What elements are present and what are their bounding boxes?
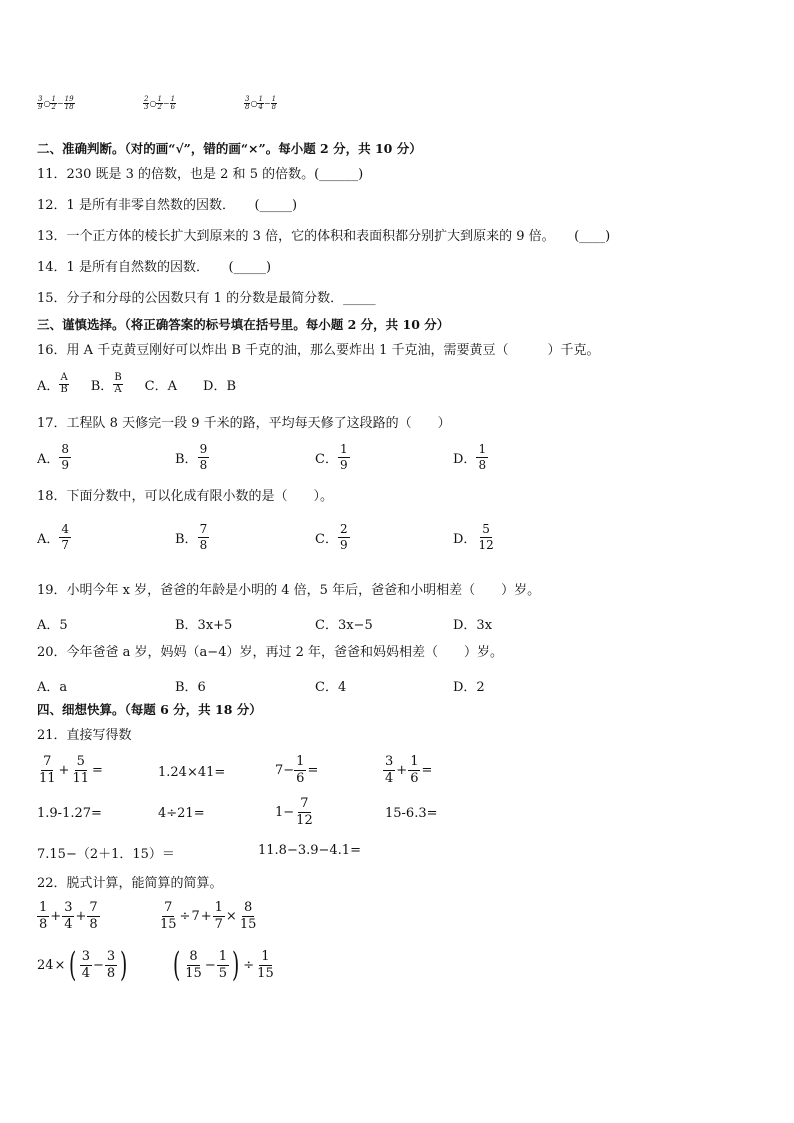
denominator: 8: [89, 916, 98, 932]
question-18-option-a[interactable]: [37, 523, 71, 551]
fraction: [294, 755, 306, 785]
calc-lead: 1−: [275, 804, 295, 820]
denominator: 8: [199, 457, 208, 472]
denominator: 8: [478, 457, 487, 472]
calc-4[interactable]: [383, 755, 433, 785]
fraction: [408, 755, 420, 785]
denominator: 8: [199, 537, 208, 552]
numerator: 3: [245, 95, 250, 103]
fraction: [238, 901, 259, 931]
fraction: [338, 523, 350, 551]
denominator: 4: [64, 916, 73, 932]
fraction: [255, 950, 276, 980]
denominator: 2: [157, 103, 162, 112]
denominator: 4: [258, 103, 263, 112]
question-12[interactable]: 12．1 是所有非零自然数的因数． (_____): [37, 198, 298, 213]
option-label: D．: [453, 451, 477, 467]
plus-sign: +: [50, 908, 62, 924]
plus-sign: +: [58, 762, 70, 778]
numerator: 1: [157, 95, 162, 103]
question-15[interactable]: 15．分子和分母的公因数只有 1 的分数是最简分数．_____: [37, 291, 376, 306]
calc-3[interactable]: [275, 755, 319, 785]
denominator: B: [60, 383, 68, 395]
question-18-stem: 18．下面分数中，可以化成有限小数的是（ ）。: [37, 489, 334, 504]
denominator: 11: [72, 770, 89, 786]
denominator: 8: [271, 103, 277, 112]
fraction: [198, 523, 210, 551]
compare-1: [37, 96, 75, 112]
option-a-label[interactable]: A．: [37, 378, 60, 394]
minus-sign: −: [93, 957, 104, 973]
question-18-option-d[interactable]: [453, 523, 496, 551]
question-17-option-d[interactable]: [453, 443, 488, 471]
fraction: [217, 950, 229, 980]
denominator: A: [114, 383, 122, 395]
question-14[interactable]: 14．1 是所有自然数的因数． (_____): [37, 260, 272, 275]
divide-sign: ÷: [243, 957, 255, 973]
calc-9[interactable]: 7.15−（2＋1．15）＝: [37, 847, 175, 862]
numerator: 1: [170, 95, 176, 103]
fraction: [170, 96, 176, 112]
calc-lead: 7−: [275, 762, 295, 778]
plus-sign: +: [396, 762, 408, 778]
numerator: 1: [51, 95, 56, 103]
numerator: 1: [214, 900, 223, 915]
numerator: 1: [218, 948, 227, 964]
numerator: 7: [300, 796, 309, 811]
right-paren-icon: ): [120, 945, 128, 985]
option-d[interactable]: D．B: [203, 378, 236, 394]
denominator: 4: [385, 770, 394, 786]
denominator: 15: [239, 916, 257, 932]
denominator: 2: [51, 103, 56, 112]
fraction: [37, 755, 58, 785]
minus-sign: −: [56, 99, 64, 109]
fraction: [294, 797, 315, 827]
question-19-option-d[interactable]: D．3x: [453, 618, 493, 633]
denominator: 15: [185, 965, 202, 981]
numerator: 4: [61, 522, 70, 536]
option-label: B．: [175, 531, 198, 547]
integer: 24: [37, 957, 54, 973]
question-11[interactable]: 11．230 既是 3 的倍数，也是 2 和 5 的倍数。(______): [37, 167, 364, 182]
denominator: 9: [38, 103, 43, 112]
question-16-stem: 16．用 A 千克黄豆刚好可以炸出 B 千克的油，那么要炸出 1 千克油，需要黄豆（ ）千克。: [37, 343, 600, 358]
question-20-option-c[interactable]: C．4: [315, 680, 347, 695]
compare-3: [244, 96, 277, 112]
numerator: 19: [64, 95, 74, 103]
numerator: 3: [64, 900, 73, 915]
fraction: [37, 901, 49, 931]
fraction: [476, 523, 495, 551]
left-paren-icon: (: [69, 945, 77, 985]
denominator: 9: [339, 537, 348, 552]
fraction: [271, 96, 277, 112]
question-19-option-c[interactable]: C．3x−5: [315, 618, 373, 633]
calc-6[interactable]: 4÷21=: [158, 806, 205, 821]
fraction: [383, 755, 395, 785]
question-21-stem: 21．直接写得数: [37, 728, 132, 743]
left-paren-icon: (: [172, 945, 181, 985]
question-17-option-c[interactable]: [315, 443, 350, 471]
denominator: 9: [61, 457, 70, 472]
times-sign: ×: [54, 957, 66, 973]
expression-1[interactable]: [37, 901, 100, 931]
numerator: 1: [410, 754, 419, 769]
numerator: 3: [385, 754, 394, 769]
option-label: B．: [175, 451, 198, 467]
plus-sign: +: [75, 908, 87, 924]
denominator: 8: [245, 103, 250, 112]
fraction: [59, 523, 71, 551]
expression-4[interactable]: [170, 945, 276, 985]
numerator: 3: [81, 948, 90, 964]
fraction: [80, 950, 92, 980]
question-18-option-c[interactable]: [315, 523, 350, 551]
option-label: A．: [37, 451, 60, 467]
fraction: [158, 901, 179, 931]
question-18-option-b[interactable]: [175, 523, 209, 551]
numerator: 7: [199, 522, 208, 536]
numerator: 1: [339, 442, 348, 456]
fraction: [198, 443, 210, 471]
numerator: B: [114, 372, 122, 383]
calc-5[interactable]: 1.9-1.27=: [37, 806, 102, 821]
denominator: 18: [64, 103, 74, 112]
numerator: 5: [76, 754, 85, 769]
question-19-option-b[interactable]: B．3x+5: [175, 618, 233, 633]
fraction: [70, 755, 91, 785]
fraction: [183, 950, 204, 980]
numerator: 8: [189, 948, 198, 964]
section-2-title: 二、准确判断。（对的画“√”，错的画“×”。每小题 2 分，共 10 分）: [37, 141, 422, 156]
option-label: D．: [453, 531, 477, 547]
numerator: 2: [339, 522, 348, 536]
denominator: 12: [478, 537, 494, 552]
option-b-label[interactable]: B．: [90, 378, 114, 394]
fraction: [338, 443, 350, 471]
option-label: C．: [315, 451, 338, 467]
question-20-stem: 20．今年爸爸 a 岁，妈妈（a−4）岁，再过 2 年，爸爸和妈妈相差（ ）岁。: [37, 645, 504, 660]
denominator: 11: [39, 770, 56, 786]
denominator: 9: [339, 457, 348, 472]
denominator: 3: [144, 103, 149, 112]
option-label: A．: [37, 531, 60, 547]
minus-sign: −: [204, 957, 216, 973]
expression-2[interactable]: [158, 901, 258, 931]
numerator: 7: [43, 754, 52, 769]
numerator: A: [60, 372, 68, 383]
question-19-option-a[interactable]: A．5: [37, 618, 68, 633]
fraction: [87, 901, 99, 931]
numerator: 9: [199, 442, 208, 456]
expression-3[interactable]: [37, 945, 130, 985]
section-3-title: 三、谨慎选择。（将正确答案的标号填在括号里。每小题 2 分，共 10 分）: [37, 317, 450, 332]
numerator: 7: [89, 900, 98, 915]
fraction: [59, 443, 71, 471]
numerator: 1: [258, 95, 263, 103]
equals-sign: =: [92, 762, 103, 778]
compare-circle[interactable]: ○: [250, 99, 258, 109]
numerator: 7: [164, 900, 173, 915]
compare-circle[interactable]: ○: [43, 99, 51, 109]
numerator: 2: [144, 95, 149, 103]
numerator: 8: [61, 442, 70, 456]
question-17-stem: 17．工程队 8 天修完一段 9 千米的路，平均每天修了这段路的（ ）: [37, 416, 451, 431]
divide-sign: ÷: [179, 908, 191, 924]
numerator: 1: [478, 442, 487, 456]
numerator: 3: [38, 95, 43, 103]
question-19-stem: 19．小明今年 x 岁，爸爸的年龄是小明的 4 倍，5 年后，爸爸和小明相差（ ）岁。: [37, 583, 541, 598]
option-b-fraction[interactable]: [113, 373, 122, 395]
option-label: C．: [315, 531, 338, 547]
question-20-option-d[interactable]: D．2: [453, 680, 485, 695]
section-4-title: 四、细想快算。（每题 6 分，共 18 分）: [37, 702, 262, 717]
calc-8[interactable]: 15-6.3=: [385, 806, 438, 821]
right-paren-icon: ): [231, 945, 240, 985]
denominator: 6: [296, 770, 305, 786]
question-17-option-b[interactable]: [175, 443, 209, 471]
option-c[interactable]: C．A: [144, 378, 178, 394]
fraction: [105, 950, 117, 980]
denominator: 8: [106, 965, 116, 981]
fraction: [62, 901, 74, 931]
denominator: 12: [296, 812, 313, 828]
numerator: 1: [271, 95, 277, 103]
calc-2[interactable]: 1.24×41=: [158, 765, 226, 780]
equals-sign: =: [307, 762, 319, 778]
integer: 7: [191, 908, 200, 924]
numerator: 8: [243, 900, 253, 915]
minus-sign: −: [162, 99, 170, 109]
denominator: 7: [61, 537, 70, 552]
denominator: 5: [218, 965, 227, 981]
question-20-option-a[interactable]: A．a: [37, 680, 68, 695]
question-16-options: [37, 373, 236, 395]
numerator: 1: [261, 948, 270, 964]
times-sign: ×: [225, 908, 237, 924]
denominator: 6: [170, 103, 176, 112]
equals-sign: =: [421, 762, 433, 778]
denominator: 15: [160, 916, 177, 932]
fraction: [64, 96, 75, 112]
denominator: 15: [257, 965, 274, 981]
calc-7[interactable]: [275, 797, 315, 827]
fraction: [213, 901, 225, 931]
fraction: [476, 443, 488, 471]
numerator: 1: [296, 754, 305, 769]
compare-2: [143, 96, 176, 112]
denominator: 7: [214, 916, 223, 932]
question-13[interactable]: 13．一个正方体的棱长扩大到原来的 3 倍，它的体积和表面积都分别扩大到原来的 9 倍。 (____): [37, 229, 611, 244]
plus-sign: +: [200, 908, 212, 924]
denominator: 4: [81, 965, 90, 981]
compare-circle[interactable]: ○: [149, 99, 157, 109]
denominator: 8: [39, 916, 48, 932]
option-a-fraction[interactable]: [59, 373, 68, 395]
question-20-option-b[interactable]: B．6: [175, 680, 206, 695]
question-17-option-a[interactable]: [37, 443, 71, 471]
numerator: 5: [482, 522, 490, 536]
calc-1[interactable]: [37, 755, 104, 785]
calc-10[interactable]: 11.8−3.9−4.1=: [258, 843, 361, 858]
numerator: 1: [39, 900, 48, 915]
question-22-stem: 22．脱式计算，能简算的简算。: [37, 876, 223, 891]
numerator: 3: [106, 948, 116, 964]
minus-sign: −: [263, 99, 271, 109]
denominator: 6: [410, 770, 419, 786]
